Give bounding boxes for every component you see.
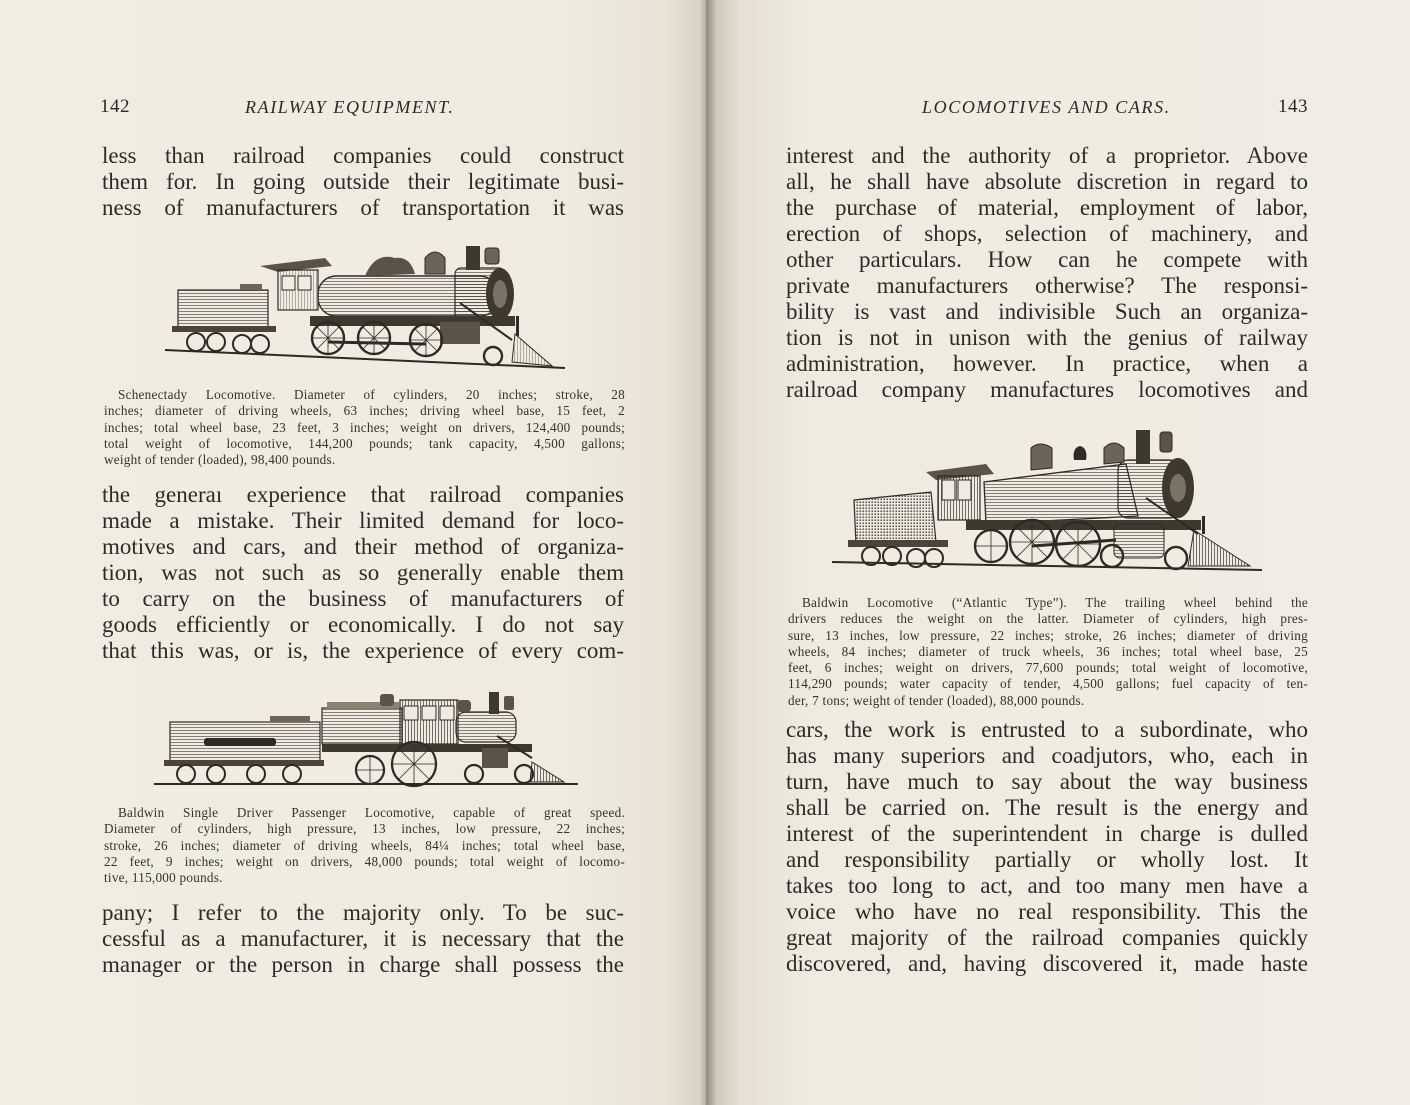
page-number-right: 143 — [1278, 96, 1308, 117]
right-page — [706, 0, 1410, 1105]
text-line: ness of manufacturers of transportation it was — [102, 195, 624, 220]
text-line: shall be carried on. The result is the energy and — [786, 795, 1308, 820]
caption-line: weight of tender (loaded), 98,400 pounds. — [104, 452, 336, 468]
text-line: turn, have much to say about the way business — [786, 769, 1308, 794]
body-paragraph-left-1 — [102, 143, 624, 221]
caption-line: Baldwin Locomotive (“Atlantic Type”). The trailing wheel behind the — [802, 595, 1308, 610]
body-paragraph-right-2 — [786, 717, 1308, 977]
body-paragraph-right-1 — [786, 143, 1308, 403]
body-paragraph-left-3 — [102, 900, 624, 978]
caption-line: Diameter of cylinders, high pressure, 13 inches, low pressure, 22 inches; — [104, 821, 625, 837]
text-line: great majority of the railroad companies quickly — [786, 925, 1308, 950]
text-line: goods efficiently or economically. I do not say — [102, 612, 624, 637]
caption-line: 114,290 pounds; water capacity of tender, 4,500 gallons; fuel capacity of ten- — [788, 676, 1308, 692]
text-line: has many superiors and coadjutors, who, each in — [786, 743, 1308, 768]
text-line: erection of shops, selection of machinery, and — [786, 221, 1308, 246]
text-line: bility is vast and indivisible Such an organiza- — [786, 299, 1308, 324]
caption-line: drivers reduces the weight on the latter. Diameter of cylinders, high pres- — [788, 611, 1308, 627]
figure-3-caption — [788, 595, 1308, 709]
text-line: interest of the superintendent in charge is dulled — [786, 821, 1308, 846]
text-line: tion, was not such as so generally enable them — [102, 560, 624, 585]
text-line: administration, however. In practice, when a — [786, 351, 1308, 376]
caption-line: der, 7 tons; weight of tender (loaded), 88,000 pounds. — [788, 692, 1085, 708]
caption-line: wheels, 84 inches; diameter of truck wheels, 36 inches; total wheel base, 25 — [788, 643, 1308, 659]
caption-line: feet, 6 inches; weight on drivers, 77,600 pounds; total weight of locomotive, — [788, 660, 1308, 676]
figure-1-caption — [104, 387, 625, 468]
running-head-left: RAILWAY EQUIPMENT. — [245, 97, 455, 117]
text-line: and responsibility partially or wholly lost. It — [786, 847, 1308, 872]
page-number-left: 142 — [100, 96, 130, 117]
text-line: all, he shall have absolute discretion in regard to — [786, 169, 1308, 194]
figure-2-caption — [104, 805, 625, 886]
text-line: other particulars. How can he compete with — [786, 247, 1308, 272]
text-line: interest and the authority of a proprietor. Above — [786, 143, 1308, 168]
caption-line: sure, 13 inches, low pressure, 22 inches; stroke, 26 inches; diameter of driving — [788, 627, 1308, 643]
caption-line: stroke, 26 inches; diameter of driving wheels, 84¼ inches; total wheel base, — [104, 837, 625, 853]
locomotive-engraving-icon — [152, 684, 580, 792]
caption-line: total weight of locomotive, 144,200 pounds; tank capacity, 4,500 gallons; — [104, 435, 625, 451]
text-line: to carry on the business of manufacturers of — [102, 586, 624, 611]
caption-line: Baldwin Single Driver Passenger Locomotive, capable of great speed. — [118, 805, 625, 820]
text-line: private manufacturers otherwise? The responsi- — [786, 273, 1308, 298]
text-line: pany; I refer to the majority only. To be suc- — [102, 900, 624, 925]
text-line: tion is not in unison with the genius of railway — [786, 325, 1308, 350]
text-line: motives and cars, and their method of organiza- — [102, 534, 624, 559]
caption-line: inches; diameter of driving wheels, 63 inches; driving wheel base, 15 feet, 2 — [104, 403, 625, 419]
caption-line: 22 feet, 9 inches; weight on drivers, 48,000 pounds; total weight of locomo- — [104, 853, 625, 869]
running-head-right: LOCOMOTIVES AND CARS. — [922, 97, 1171, 117]
text-line: less than railroad companies could construct — [102, 143, 624, 168]
text-line: discovered, and, having discovered it, made haste — [786, 951, 1308, 976]
caption-line: tive, 115,000 pounds. — [104, 870, 223, 886]
text-line: railroad company manufactures locomotives and — [786, 377, 1308, 402]
text-line: that this was, or is, the experience of every com- — [102, 638, 624, 663]
baldwin-atlantic-type-illustration — [826, 420, 1266, 578]
text-line: the generaı experience that railroad companies — [102, 482, 624, 507]
schenectady-locomotive-illustration — [160, 238, 570, 378]
caption-line: Schenectady Locomotive. Diameter of cylinders, 20 inches; stroke, 28 — [118, 387, 625, 402]
text-line: them for. In going outside their legitimate busi- — [102, 169, 624, 194]
text-line: cars, the work is entrusted to a subordinate, who — [786, 717, 1308, 742]
locomotive-engraving-icon — [160, 238, 570, 378]
caption-line: inches; total wheel base, 23 feet, 3 inches; weight on drivers, 124,400 pounds; — [104, 419, 625, 435]
text-line: voice who have no real responsibility. This the — [786, 899, 1308, 924]
text-line: the purchase of material, employment of labor, — [786, 195, 1308, 220]
text-line: takes too long to act, and too many men have a — [786, 873, 1308, 898]
text-line: made a mistake. Their limited demand for loco- — [102, 508, 624, 533]
text-line: manager or the person in charge shall possess the — [102, 952, 624, 977]
baldwin-single-driver-illustration — [152, 684, 580, 792]
text-line: cessful as a manufacturer, it is necessary that the — [102, 926, 624, 951]
locomotive-engraving-icon — [826, 420, 1266, 578]
body-paragraph-left-2 — [102, 482, 624, 664]
